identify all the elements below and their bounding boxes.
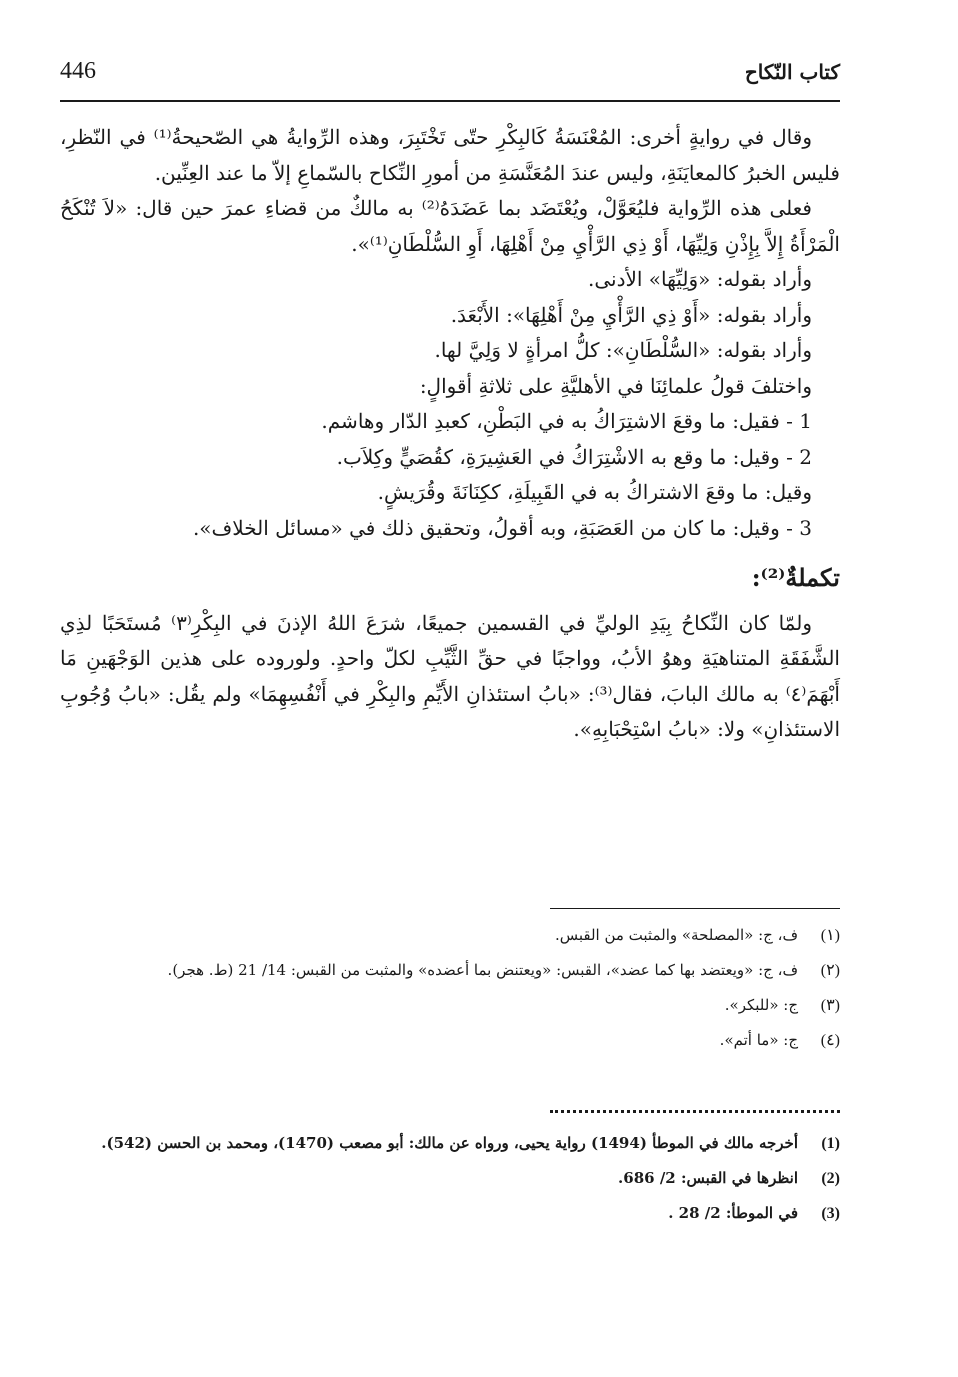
footnote-text: أخرجه مالك في الموطأ (1494) رواية يحيى، ورواه عن مالك: أبو مصعب (1470)، ومحمد بن الحسن (542). [101, 1134, 798, 1152]
footnotes-sources [60, 1130, 840, 1235]
footnote-number: (٣) [820, 997, 840, 1014]
footnote [60, 1165, 840, 1192]
footnote [60, 1200, 840, 1227]
footnote-number: (٤) [820, 1032, 840, 1049]
line-sultan: وأراد بقوله: «السُّلْطَانِ»: كلُّ امرأةٍ لا وَلِيَّ لها. [434, 338, 812, 362]
footnote-number: (٢) [820, 962, 840, 979]
footnotes-editorial [60, 922, 840, 1062]
footnote [60, 1130, 840, 1157]
footnote-text: ف، ج: «المصلحة» والمثبت من القبس. [554, 926, 798, 944]
footnote-number: (1) [821, 1135, 840, 1152]
footnote-number: (2) [821, 1170, 840, 1187]
footnote-text: ج: «ما أتم». [719, 1031, 798, 1049]
page-number: 446 [60, 58, 96, 84]
footnote-text: في الموطأ: 2/ 28 . [668, 1204, 798, 1222]
footnote-divider-dotted [550, 1110, 840, 1113]
line-waliyyuha: وأراد بقوله: «وَلِيِّهَا» الأدنى. [587, 267, 812, 291]
list-item-2b: وقيل: ما وقعَ الاشتراكُ به في القَبِيلَةِ، ككِنَانَةَ وقُرَيشٍ. [377, 480, 812, 504]
paragraph-3: ولمّا كان النِّكاحُ بِيَدِ الوليِّ في القسمين جميعًا، شرَعَ اللهُ الإذنَ في البِكْرِ⁽٣⁾ مُستَحَبًا لذِي الشَّفَقَةِ المتناهيَةِ وهوُ الأبُ، وواجبًا في حقِّ الثَّيِّبِ لكلّ واحدٍ. ولوروده على هذين الوَجْهَينِ مَا أَبْهَمَ⁽٤⁾ به مالك البابَ، فقال⁽³⁾: «بابُ استئذانِ الأَيِّمِ والبِكْرِ في أَنْفُسِهِمَا» ولم يقُل: «بابُ وُجُوبِ الاستئذانِ» ولا: «بابُ اسْتِحْبَابِهِ». [60, 610, 840, 741]
list-item-1: 1 - فقيل: ما وقعَ الاشتِرَاكُ به في البَطْنِ، كعبدِ الدّار وهاشم. [321, 409, 812, 433]
footnote [60, 1027, 840, 1054]
paragraph-1: وقال في روايةٍ أخرى: المُعْنَسَةُ كَالبِكْرِ حتّى تَخْتَبِرَ، وهذه الرِّوايةُ هي الصّحيحةُ⁽¹⁾ في النّظرِ، فليس الخبرُ كالمعايَنَةِ، وليس عندَ المُعَنَّسَةِ من أمورِ النِّكاح بالسّماعِ إلاّ ما عند العِنِّين. [60, 125, 840, 185]
footnote-text: ف، ج: «ويعتضد بها كما عضد»، القبس: «ويعتنض بما أعضده» والمثبت من القبس: 14/ 21 (ط. هجر). [167, 961, 798, 979]
section-heading: تكملةٌ⁽²⁾: [751, 563, 840, 592]
list-item-2: 2 - وقيل: ما وقع به الاشْتِرَاكُ في العَشِيرَةِ، كقُصَيٍّ وكِلاَب. [336, 444, 812, 469]
line-ikhtilaf: واختلفَ قولُ علمائِنَا في الأهليَّةِ على ثلاثةِ أقوالٍ: [419, 373, 812, 398]
footnote [60, 922, 840, 949]
header-divider [60, 100, 840, 102]
footnote [60, 957, 840, 984]
page-header [60, 56, 840, 96]
footnote-text: ج: «للبكر». [724, 996, 798, 1014]
footnote-number: (3) [821, 1205, 840, 1222]
footnote [60, 992, 840, 1019]
list-item-3: 3 - وقيل: ما كان من العَصَبَةِ، وبه أقولُ، وتحقيق ذلك في «مسائل الخلاف». [192, 515, 812, 540]
paragraph-2: فعلى هذه الرِّواية فليُعَوَّلْ، ويُعْتَضَد بما عَضَدَهُ⁽²⁾ به مالكٌ من قضاءِ عمرَ حين قال: «لاَ تُنْكَحُ الْمَرْأَةُ إِلاَّ بِإِذْنِ وَلِيِّهَا، أَوْ ذِي الرَّأْيِ مِنْ أَهْلِهَا، أَوِ السُّلْطَانِ⁽¹⁾». [60, 196, 840, 256]
main-text [60, 120, 840, 748]
running-title: كتاب النّكاح [744, 60, 840, 84]
footnote-text: انظرها في القبس: 2/ 686. [618, 1169, 798, 1187]
footnote-number: (١) [820, 927, 840, 944]
line-dhi-ar-ray: وأراد بقوله: «أَوْ ذِي الرَّأْيِ مِنْ أَهْلِهَا»: الأَبْعَدَ. [450, 302, 812, 327]
footnote-divider-solid [550, 908, 840, 909]
